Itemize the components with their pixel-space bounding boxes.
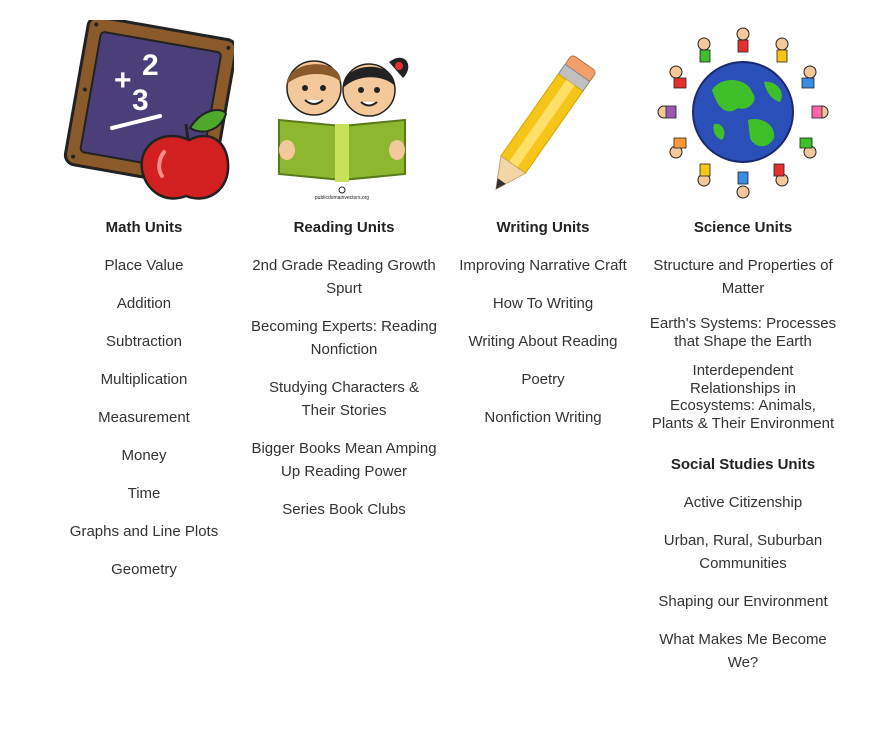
pencil-icon [478, 42, 608, 202]
writing-unit-link[interactable]: Writing About Reading [468, 333, 618, 350]
social-studies-unit-link[interactable]: Urban, Rural, Suburban Communities [663, 532, 823, 572]
writing-column [443, 0, 643, 444]
math-unit-link[interactable]: Multiplication [100, 371, 188, 388]
reading-unit-link[interactable]: Series Book Clubs [282, 501, 406, 518]
writing-unit-link[interactable]: How To Writing [492, 295, 594, 312]
social-studies-units-heading: Social Studies Units [670, 456, 816, 473]
reading-unit-link[interactable]: Bigger Books Mean Amping Up Reading Power [251, 440, 437, 480]
math-unit-link[interactable]: Subtraction [106, 333, 182, 350]
social-studies-unit-link[interactable]: What Makes Me Become We? [659, 631, 827, 671]
image-credit: publicdomainvectors.org [314, 195, 370, 201]
math-unit-link[interactable]: Time [127, 485, 161, 502]
social-studies-unit-link[interactable]: Shaping our Environment [658, 593, 828, 610]
math-unit-link[interactable]: Geometry [111, 561, 177, 578]
writing-unit-link[interactable]: Poetry [521, 371, 565, 388]
chalk-text: + [114, 64, 132, 97]
writing-units-heading: Writing Units [496, 219, 590, 236]
science-unit-link[interactable]: Structure and Properties of Matter [653, 257, 833, 297]
reading-units-heading: Reading Units [293, 219, 395, 236]
svg-text:3: 3 [132, 84, 149, 117]
svg-text:2: 2 [142, 49, 159, 82]
math-unit-link[interactable]: Measurement [98, 409, 190, 426]
science-image [643, 0, 843, 202]
reading-image [244, 0, 444, 202]
math-unit-link[interactable]: Graphs and Line Plots [69, 523, 219, 540]
social-studies-unit-link[interactable]: Active Citizenship [683, 494, 803, 511]
globe-children-icon [652, 20, 834, 202]
reading-unit-link[interactable]: 2nd Grade Reading Growth Spurt [252, 257, 436, 297]
science-unit-link[interactable]: Interdependent Relationships in Ecosystems: Animals, Plants & Their Environment [651, 362, 835, 432]
kids-reading-book-icon [269, 40, 419, 202]
math-column [44, 0, 244, 596]
math-unit-link[interactable]: Money [121, 447, 167, 464]
reading-column [244, 0, 444, 536]
math-units-heading: Math Units [105, 219, 183, 236]
writing-unit-link[interactable]: Nonfiction Writing [484, 409, 602, 426]
chalkboard-apple-icon [54, 20, 234, 202]
math-image [44, 0, 244, 202]
science-column [643, 0, 843, 689]
reading-unit-link[interactable]: Studying Characters & Their Stories [268, 379, 420, 419]
math-unit-link[interactable]: Addition [116, 295, 172, 312]
writing-unit-link[interactable]: Improving Narrative Craft [459, 257, 627, 274]
math-unit-link[interactable]: Place Value [104, 257, 184, 274]
science-units-heading: Science Units [693, 219, 793, 236]
reading-unit-link[interactable]: Becoming Experts: Reading Nonfiction [251, 318, 437, 358]
writing-image [443, 0, 643, 202]
science-unit-link[interactable]: Earth's Systems: Processes that Shape the Earth [649, 315, 837, 350]
